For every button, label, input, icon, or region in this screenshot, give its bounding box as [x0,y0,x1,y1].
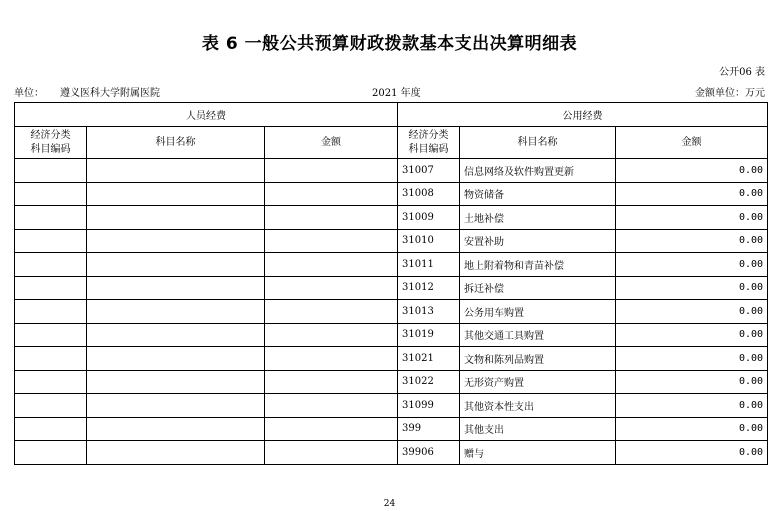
table-row [15,229,768,253]
personnel-code-cell [15,417,87,441]
personnel-name-cell [87,370,265,394]
personnel-code-cell [15,300,87,324]
public-code-cell: 31007 [398,159,460,183]
public-code-cell: 31099 [398,394,460,418]
public-code-cell: 31012 [398,276,460,300]
header-subject-name-left: 科目名称 [87,127,265,159]
table-row [15,182,768,206]
public-amount-cell: 0.00 [616,182,768,206]
unit-label: 单位： [14,88,44,99]
personnel-name-cell [87,253,265,277]
page-title: 表 6 一般公共预算财政拨款基本支出决算明细表 [201,34,578,54]
public-code-cell: 39906 [398,441,460,465]
public-name-cell: 物资储备 [460,182,616,206]
public-name-cell: 安置补助 [460,229,616,253]
public-name-cell: 文物和陈列品购置 [460,347,616,371]
table-row [15,159,768,183]
public-name-cell: 其他支出 [460,417,616,441]
personnel-name-cell [87,300,265,324]
table-row [15,417,768,441]
section-public: 公用经费 [398,103,768,127]
table-row [15,276,768,300]
personnel-code-cell [15,182,87,206]
table-row [15,323,768,347]
public-amount-cell: 0.00 [616,253,768,277]
public-amount-cell: 0.00 [616,159,768,183]
public-code-cell: 31021 [398,347,460,371]
personnel-amount-cell [265,182,398,206]
personnel-name-cell [87,323,265,347]
personnel-name-cell [87,159,265,183]
table-row [15,394,768,418]
personnel-code-cell [15,229,87,253]
personnel-amount-cell [265,417,398,441]
header-amount-right: 金额 [616,127,768,159]
personnel-code-cell [15,323,87,347]
public-name-cell: 公务用车购置 [460,300,616,324]
personnel-name-cell [87,417,265,441]
public-code-cell: 399 [398,417,460,441]
personnel-code-cell [15,276,87,300]
header-subject-name-right: 科目名称 [460,127,616,159]
public-amount-cell: 0.00 [616,417,768,441]
public-amount-cell: 0.00 [616,229,768,253]
personnel-name-cell [87,206,265,230]
personnel-amount-cell [265,276,398,300]
page-number: 24 [383,499,396,509]
public-name-cell: 无形资产购置 [460,370,616,394]
public-amount-cell: 0.00 [616,441,768,465]
personnel-code-cell [15,441,87,465]
personnel-amount-cell [265,441,398,465]
section-header-row [15,103,768,127]
amount-unit: 金额单位：万元 [695,88,765,99]
unit-name: 遵义医科大学附属医院 [60,88,160,99]
personnel-code-cell [15,206,87,230]
personnel-amount-cell [265,347,398,371]
personnel-name-cell [87,441,265,465]
public-code-cell: 31013 [398,300,460,324]
personnel-name-cell [87,394,265,418]
personnel-name-cell [87,276,265,300]
personnel-amount-cell [265,300,398,324]
personnel-amount-cell [265,229,398,253]
expenditure-table [14,102,768,465]
header-amount-left: 金额 [265,127,398,159]
public-code-cell: 31009 [398,206,460,230]
table-row [15,253,768,277]
public-amount-cell: 0.00 [616,300,768,324]
personnel-amount-cell [265,159,398,183]
table-row [15,370,768,394]
personnel-amount-cell [265,394,398,418]
public-code-cell: 31011 [398,253,460,277]
personnel-code-cell [15,347,87,371]
personnel-name-cell [87,182,265,206]
table-number: 公开06 表 [719,67,765,78]
table-row [15,206,768,230]
public-name-cell: 其他资本性支出 [460,394,616,418]
public-amount-cell: 0.00 [616,394,768,418]
column-header-row [15,127,768,159]
public-name-cell: 信息网络及软件购置更新 [460,159,616,183]
personnel-code-cell [15,253,87,277]
public-name-cell: 地上附着物和青苗补偿 [460,253,616,277]
header-econ-code-right: 经济分类 科目编码 [398,127,460,159]
fiscal-year: 2021 年度 [372,88,421,99]
public-code-cell: 31010 [398,229,460,253]
personnel-code-cell [15,394,87,418]
public-code-cell: 31019 [398,323,460,347]
header-econ-code-left: 经济分类 科目编码 [15,127,87,159]
public-name-cell: 其他交通工具购置 [460,323,616,347]
public-amount-cell: 0.00 [616,276,768,300]
table-row [15,300,768,324]
unit-info [14,84,160,99]
public-amount-cell: 0.00 [616,347,768,371]
personnel-code-cell [15,159,87,183]
personnel-amount-cell [265,206,398,230]
public-code-cell: 31008 [398,182,460,206]
public-amount-cell: 0.00 [616,323,768,347]
personnel-name-cell [87,229,265,253]
public-name-cell: 拆迁补偿 [460,276,616,300]
personnel-name-cell [87,347,265,371]
section-personnel: 人员经费 [15,103,398,127]
public-amount-cell: 0.00 [616,206,768,230]
table-row [15,347,768,371]
public-name-cell: 土地补偿 [460,206,616,230]
table-row [15,441,768,465]
personnel-amount-cell [265,370,398,394]
personnel-amount-cell [265,253,398,277]
public-name-cell: 赠与 [460,441,616,465]
personnel-code-cell [15,370,87,394]
personnel-amount-cell [265,323,398,347]
public-amount-cell: 0.00 [616,370,768,394]
public-code-cell: 31022 [398,370,460,394]
